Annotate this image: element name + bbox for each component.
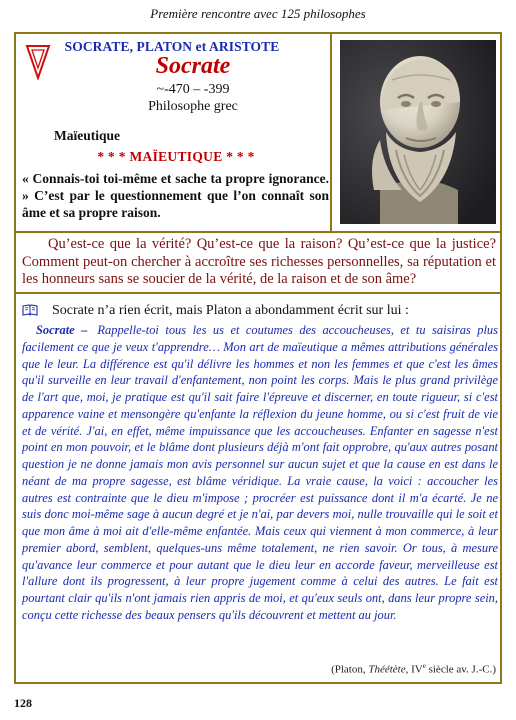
socrates-quote [22,322,498,624]
source-sup: e [422,662,426,670]
intro-text: Socrate n’a rien écrit, mais Platon a abondamment écrit sur lui : [52,303,409,318]
philosopher-name: Socrate [155,53,231,79]
running-head: Première rencontre avec 125 philosophes [150,6,366,21]
quote-source [331,662,496,676]
quote-intro [22,303,409,319]
life-dates: ~-470 – -399 [156,82,230,97]
key-questions [22,236,496,289]
source-century: , IV [405,663,423,676]
open-book-icon [22,304,38,316]
philosophers-group: SOCRATE, PLATON et ARISTOTE [64,39,280,54]
philosopher-role: Philosophe grec [148,99,238,114]
quote-speaker: Socrate – [36,323,88,337]
maxim-text: « Connais-toi toi-même et sache ta propre ignorance. » C’est par le questionnement que l’on connaît son âme et sa propre raison. [22,171,329,220]
concept-banner: * * * MAÏEUTIQUE * * * [97,149,255,164]
page-number: 128 [14,696,32,710]
socrates-bust-image [340,40,496,224]
questions-text: Qu’est-ce que la vérité? Qu’est-ce que la raison? Qu’est-ce que la justice? Comment peut-on chercher à accroître ses richesses personnelles, sa réputation et les honneurs sans se soucier de la vérité, de la raison et de son âme? [22,236,496,287]
source-tail: siècle av. J.-C.) [425,663,496,676]
source-prefix: (Platon, [331,663,369,676]
concept-label: Maïeutique [54,128,120,143]
quote-text: Rappelle-toi tous les us et coutumes des accoucheuses, et tu saisiras plus facilement ce que je veux t'apprendre… Mon art de maïeutique a mêmes attributions générales que le leur. La différence est qu'il délivre les hommes et non les femmes et que c'est les âmes qu'il surveille en leur travail d'enfantement, non point les corps. Mais le plus grand privilège de l'art que, moi, je pratique est qu'il sait faire l'épreuve et discerner, en toute rigueur, si c'est apparence vaine et mensongère qu'enfante la réflexion du jeune homme, ou si c'est fruit de vie et de vérité. J'ai, en effet, même impuissance que les accoucheuses. Enfanter en sagesse n'est point en mon pouvoir, et le blâme dont plusieurs déjà m'ont fait opprobre, qu'aux autres posant question je ne donne jamais mon avis personnel sur aucun sujet et que la cause en est dans le néant de ma propre sagesse, est blâme véridique. La vraie cause, la voici : accoucher les autres est contrainte que le dieu m'impose ; procréer est puissance dont il m'a écarté. Je ne suis donc moi-même sage à aucun degré et je n'ai, par devers moi, nulle trouvaille qui le soit et que mon âme à moi ait d'elle-même enfantée. Mais ceux qui viennent à mon commerce, à leur premier abord, semblent, quelques-uns même totalement, ne rien savoir. Or tous, à mesure qu'avance leur commerce et pour autant que le dieu leur en accorde faveur, merveilleuse est l'allure dont ils progressent, à leur propre jugement comme à celui des autres. Le fait est pourtant clair qu'ils n'ont jamais rien appris de moi, et qu'eux seuls ont, dans leur propre sein, conçu cette richesse des beaux pensers qu'ils découvrent et mettent au jour. [22,323,498,622]
header-divider [330,32,332,233]
source-work: Théétète [368,663,406,676]
downward-triangle-icon [25,44,51,80]
